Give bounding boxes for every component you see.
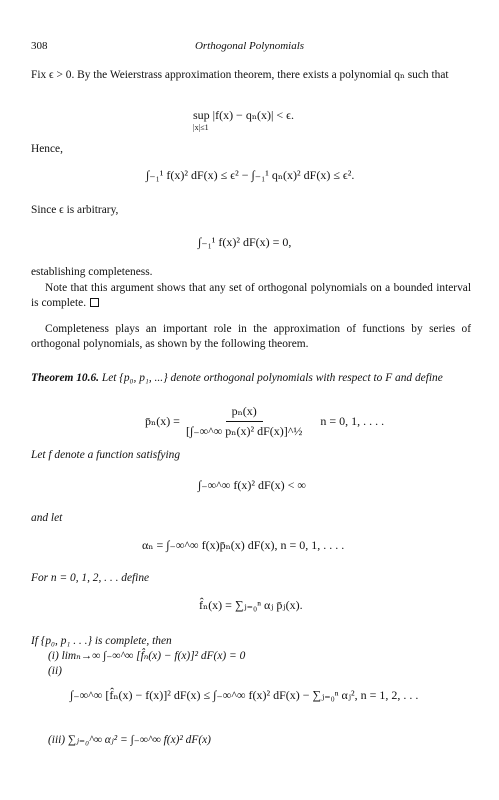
text-and-let: and let xyxy=(31,512,63,524)
theorem-statement xyxy=(31,371,471,386)
paragraph-note xyxy=(31,281,471,311)
equation-sup: sup |f(x) − qₙ(x)| < ϵ. xyxy=(193,108,295,122)
equation-bessel-inequality: ∫₋∞^∞ [f̂ₙ(x) − f(x)]² dF(x) ≤ ∫₋∞^∞ f(x)² dF(x) − ∑ⱼ₌₀ⁿ αⱼ², n = 1, 2, . . . xyxy=(70,688,419,702)
equation-integral-zero: ∫₋₁¹ f(x)² dF(x) = 0, xyxy=(198,235,292,249)
item-iii: (iii) ∑ⱼ₌₀^∞ αⱼ² = ∫₋∞^∞ f(x)² dF(x) xyxy=(48,734,211,746)
paragraph-completeness: Completeness plays an important role in the approximation of functions by series of orthogonal polynomials, as shown by the following theorem. xyxy=(31,323,471,350)
paragraph-weierstrass: Fix ϵ > 0. By the Weierstrass approximation theorem, there exists a polynomial qₙ such that xyxy=(31,69,449,81)
pbar-numerator: pₙ(x) xyxy=(226,404,263,422)
qed-square-icon xyxy=(90,298,99,307)
text-since: Since ϵ is arbitrary, xyxy=(31,204,119,216)
equation-alpha: αₙ = ∫₋∞^∞ f(x)p̄ₙ(x) dF(x), n = 0, 1, . . . . xyxy=(142,538,345,552)
page-number: 308 xyxy=(31,40,48,52)
theorem-label: Theorem 10.6. xyxy=(31,372,100,384)
running-title: Orthogonal Polynomials xyxy=(194,40,305,52)
equation-integral-bound: ∫₋₁¹ f(x)² dF(x) ≤ ϵ² − ∫₋₁¹ qₙ(x)² dF(x) ≤ ϵ². xyxy=(146,168,355,182)
text-for-n: For n = 0, 1, 2, . . . define xyxy=(31,572,150,584)
text-hence: Hence, xyxy=(31,143,63,155)
note-text: Note that this argument shows that any set of orthogonal polynomials on a bounded interval is complete. xyxy=(31,282,471,309)
equation-partial-sum: f̂ₙ(x) = ∑ⱼ₌₀ⁿ αⱼ p̄ⱼ(x). xyxy=(199,598,303,612)
text-establishing: establishing completeness. xyxy=(31,266,153,278)
item-i: (i) limₙ→∞ ∫₋∞^∞ [f̂ₙ(x) − f(x)]² dF(x) = 0 xyxy=(48,650,246,662)
equation-normalized-polynomial xyxy=(145,404,384,439)
pbar-denominator: [∫₋∞^∞ pₙ(x)² dF(x)]^½ xyxy=(185,424,303,438)
equation-square-integrable: ∫₋∞^∞ f(x)² dF(x) < ∞ xyxy=(198,478,306,492)
pbar-range: n = 0, 1, . . . . xyxy=(320,414,385,428)
text-let-f: Let f denote a function satisfying xyxy=(31,449,181,461)
pbar-lhs: p̄ₙ(x) = xyxy=(145,414,180,428)
item-ii-label: (ii) xyxy=(48,665,62,677)
text-if-complete: If {p₀, p₁ . . .} is complete, then xyxy=(31,635,172,647)
equation-sup-subscript: |x|≤1 xyxy=(193,123,209,132)
theorem-intro: Let {p₀, p₁, ...} denote orthogonal polynomials with respect to F and define xyxy=(101,372,443,384)
pbar-fraction xyxy=(186,404,302,439)
